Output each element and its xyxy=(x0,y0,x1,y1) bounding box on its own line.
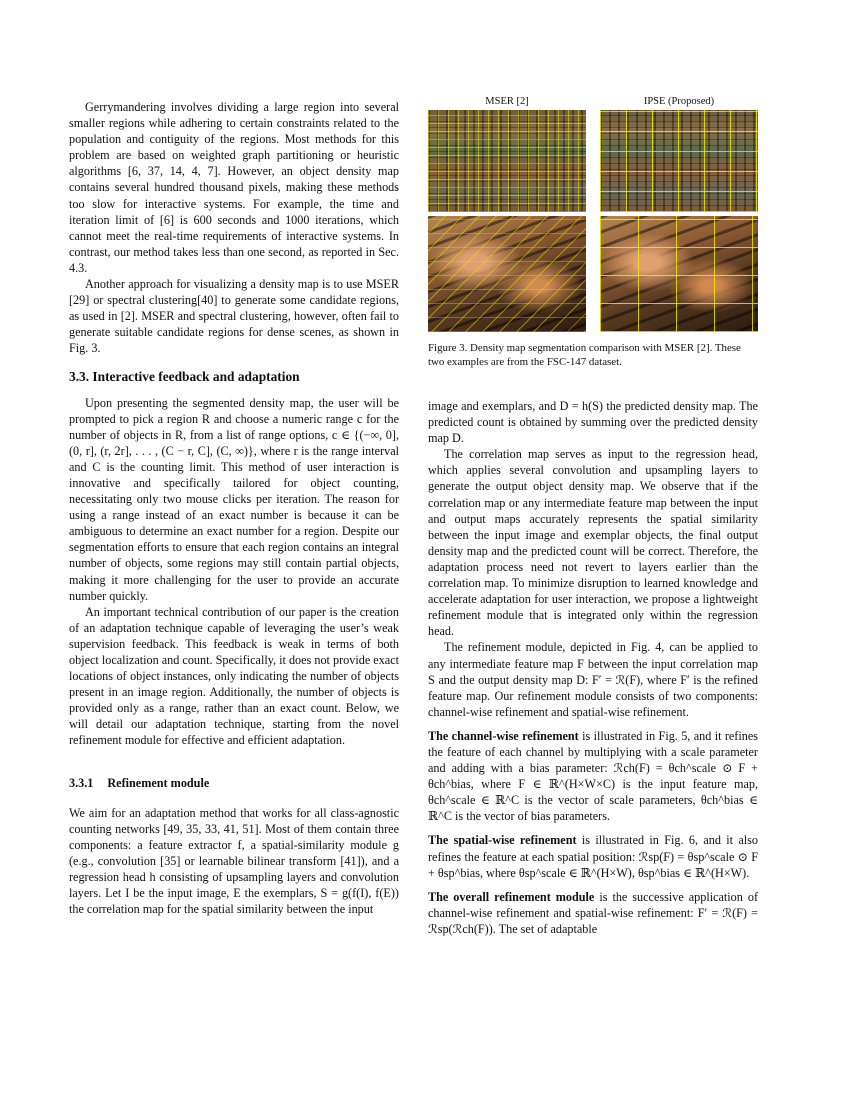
image-trays-ipse xyxy=(600,216,758,332)
image-trays-mser xyxy=(428,216,586,332)
segmentation-overlay xyxy=(600,216,758,332)
paragraph: The correlation map serves as input to the regression head, which applies several convolution and upsampling layers to generate the output object density map. We observe that if the correlation map or any intermediate feature map between the input and output maps accurately represents the spatial similarity between the input image and exemplar objects, the final output density map and the predicted count will be correct. Therefore, the adaptation process need not revert to layers earlier than the correlation map. To minimize disruption to learned knowledge and accelerate adaptation for user interaction, we propose a lightweight refinement module that is integrated only within the regression head. xyxy=(428,447,758,639)
run-in-heading: The spatial-wise refinement xyxy=(428,833,577,848)
section-heading: 3.3. Interactive feedback and adaptation xyxy=(69,368,300,384)
paragraph: image and exemplars, and D = h(S) the predicted density map. The predicted count is obtained by summing over the predicted density map D. xyxy=(428,399,758,446)
figure-caption: Figure 3. Density map segmentation comparison with MSER [2]. These two examples are from the FSC-147 dataset. xyxy=(428,342,741,368)
figure-column-labels xyxy=(428,96,758,110)
paragraph-overall xyxy=(428,889,758,937)
run-in-heading: The channel-wise refinement xyxy=(428,728,579,743)
right-column xyxy=(428,398,758,937)
paragraph-spatial-wise xyxy=(428,832,758,880)
image-shelf-ipse xyxy=(600,110,758,212)
figure-label-mser: MSER [2] xyxy=(485,96,529,107)
paragraph-body: is the successive application of channel-wise refinement and spatial-wise refinement: F′ = ℛ(F) = ℛsp(ℛch(F)). The set of adaptable xyxy=(428,889,758,936)
subsection-number: 3.3.1 xyxy=(69,775,94,790)
subsection-heading xyxy=(69,775,399,791)
paragraph-body: is illustrated in Fig. 5, and it refines the feature of each channel by multiplying with a scale parameter and adding with a bias parameter: ℛch(F) = θch^scale ⊙ F + θch^bias, where F ∈ ℝ^(H×W×C) is the input feature map, θch^scale ∈ ℝ^C is the vector of scale parameters, θch^bias ∈ ℝ^C is the vector of bias parameters. xyxy=(428,728,758,824)
paragraph: Gerrymandering involves dividing a large region into several smaller regions while adhering to certain constraints related to the population and contiguity of the regions. Most methods for this problem are based on weighted graph partitioning or heuristic algorithms [6, 37, 14, 4, 7]. However, an object density map contains several hundred thousand pixels, making these methods too slow for interactive systems. For example, the time and iteration limit of [6] is 600 seconds and 1000 iterations, which cannot meet the real-time requirements of interactive systems. In contrast, our method takes less than one second, as reported in Sec. 4.3. xyxy=(69,100,399,275)
segmentation-overlay xyxy=(428,216,586,332)
paragraph-body: is illustrated in Fig. 6, and it also refines the feature at each spatial position: ℛsp(F) = θsp^scale ⊙ F + θsp^bias, where θsp^scale ∈ ℝ^(H×W), θsp^bias ∈ ℝ^(H×W). xyxy=(428,833,758,880)
paragraph: Upon presenting the segmented density map, the user will be prompted to pick a region R and choose a numeric range c for the number of objects in R, from a list of range options, c ∈ {(−∞, 0], (0, r], (r, 2r], . . . , (C − r, C], (C, ∞)}, where r is the range interval and C is the counting limit. This method of user interaction is innovative and specifically tailored for object counting, necessitating only two mouse clicks per iteration. The reason for using a range instead of an exact number is because it can be ambiguous to determine an exact number for a region. Despite our segmentation efforts to ensure that each region contains an integral number of objects, some regions may still contain partial objects, making it more challenging for the user to provide an accurate number quickly. xyxy=(69,395,399,603)
paragraph-channel-wise xyxy=(428,728,758,825)
figure-label-ipse: IPSE (Proposed) xyxy=(643,96,715,107)
paragraph: Another approach for visualizing a density map is to use MSER [29] or spectral clustering[40] to generate some candidate regions, as used in [2]. MSER and spectral clustering, however, often fail to generate suitable candidate regions for dense scenes, as shown in Fig. 3. xyxy=(69,277,399,356)
paragraph: We aim for an adaptation method that works for all class-agnostic counting networks [49, 35, 33, 41, 51]. Most of them contain three components: a feature extractor f, a spatial-similarity module g (e.g., convolution [35] or learnable bilinear transform [41]), and a regression head h consisting of upsampling layers and convolution layers. Let I be the input image, E the exemplars, S = g(f(I), f(E)) the correlation map for the spatial similarity between the input xyxy=(69,805,399,917)
segmentation-overlay xyxy=(428,110,586,212)
segmentation-overlay xyxy=(600,110,758,212)
paragraph: The refinement module, depicted in Fig. 4, can be applied to any intermediate feature map F between the input correlation map S and the output density map D: F′ = ℛ(F), where F′ is the refined feature map. Our refinement module consists of two components: channel-wise refinement and spatial-wise refinement. xyxy=(428,640,758,719)
subsection-title: Refinement module xyxy=(107,775,210,790)
image-shelf-mser xyxy=(428,110,586,212)
figure-image-grid xyxy=(428,110,758,332)
paragraph: An important technical contribution of our paper is the creation of an adaptation technique capable of leveraging the user’s weak supervision feedback. This feedback is weak in terms of both object localization and count. Specifically, it does not provide exact locations of object instances, only indicating the number of objects present in an image region. Additionally, the number of objects is provided only as a range, rather than an exact count. Below, we will detail our adaptation technique, starting from the novel refinement module for effective and efficient adaptation. xyxy=(69,604,399,748)
left-column xyxy=(69,99,399,917)
figure-3 xyxy=(428,96,758,369)
run-in-heading: The overall refinement module xyxy=(428,889,595,904)
